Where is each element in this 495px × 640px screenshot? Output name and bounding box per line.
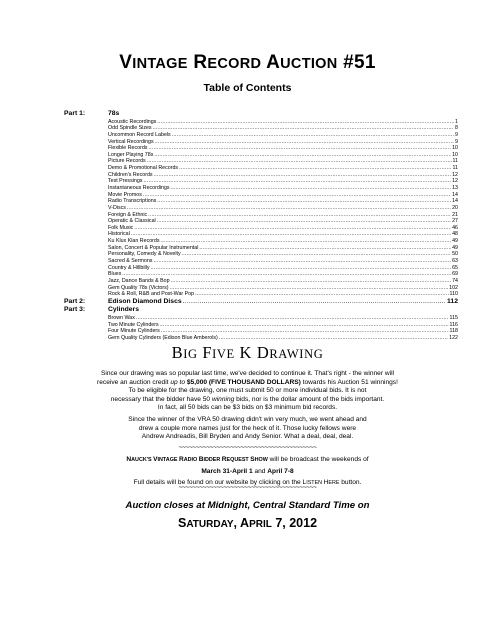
table-of-contents [64, 110, 458, 342]
toc-entry-title: Brown Wax [108, 315, 135, 322]
toc-entry-title: Gem Quality Cylinders (Edison Blue Amberols) [108, 335, 218, 341]
toc-page-number: 13 [452, 185, 458, 191]
toc-entry-title: Salon, Concert & Popular Instrumental [108, 244, 199, 251]
auction-closes-text: Auction closes at Midnight, Central Standard Time on [125, 500, 370, 511]
toc-entry [64, 225, 458, 232]
previous-winners-paragraph: Since the winner of the VRA 50 drawing didn't win very much, we went ahead and drew a couple more names just for the heck of it. Those lucky fellows were Andrew Andreadis, Bill Bryden and Andy Senior. What a deal, deal, deal. [128, 416, 367, 440]
toc-page-number: 48 [452, 231, 458, 238]
toc-entry [64, 192, 458, 199]
toc-entry [64, 315, 458, 322]
toc-entry [64, 335, 458, 342]
toc-entry-title: Operatic & Classical [108, 218, 156, 225]
toc-entry [64, 278, 458, 285]
toc-entry-title: Odd Spindle Sizes [108, 125, 152, 132]
toc-entry [64, 152, 458, 159]
toc-entry [64, 231, 458, 238]
toc-entry [64, 165, 458, 172]
tilde-separator: ~~~~~~~~~~~~~~~~~~~~~~~~~~~~~~~~~~~~~~~~ [178, 444, 317, 451]
leader-dots [219, 335, 448, 342]
toc-page-number: 10 [452, 151, 458, 158]
toc-entry-title: Radio Transcriptions [108, 198, 157, 205]
toc-entry-title: V-Discs [108, 204, 126, 211]
toc-entry [64, 291, 458, 298]
toc-entry [64, 238, 458, 245]
toc-page-number: 9 [455, 131, 458, 138]
toc-page-number: 14 [452, 198, 458, 205]
listen-here-link[interactable]: LISTEN HERE [302, 479, 340, 486]
toc-entry [64, 125, 458, 132]
drawing-rules-paragraph: Since our drawing was so popular last time, we've decided to continue it. That's right - the winner will receive an auction credit up to $5,000 (FIVE THOUSAND DOLLARS) towards his Auction 51 winnings! To be eligible for the drawing, one must submit 50 or more individual bids. It is not necessary that the bidder have 50 winning bids, nor is the dollar amount of the bids important. In fact, all 50 bids can be $3 bids on $3 minimum bid records. [97, 370, 398, 411]
toc-entry [64, 322, 458, 329]
auction-close-date: SATURDAY, APRIL 7, 2012 [177, 516, 318, 530]
toc-page-number: 10 [452, 145, 458, 152]
toc-entry [64, 328, 458, 335]
toc-entry [64, 139, 458, 146]
toc-entry [64, 218, 458, 225]
toc-page-number: 12 [452, 171, 458, 178]
toc-entry-title: Vertical Recordings [108, 138, 154, 145]
toc-entry-title: Instantaneous Recordings [108, 185, 170, 191]
toc-entry [64, 205, 458, 212]
toc-entry [64, 158, 458, 165]
toc-heading: Table of Contents [203, 82, 292, 94]
radio-show-paragraph: NAUCK'S VINTAGE RADIO BIDDER REQUEST SHOW will be broadcast the weekends of March 31-April 1 and April 7-8 Full details will be found on our website by clicking on the LISTEN HERE button. [126, 456, 369, 486]
toc-entry [64, 145, 458, 152]
toc-entry-title: Flexible Records [108, 145, 148, 152]
toc-page-number: 12 [452, 178, 458, 185]
toc-entry [64, 271, 458, 278]
toc-entry [64, 258, 458, 265]
toc-entry-title: Sacred & Sermons [108, 258, 153, 265]
toc-page-number: 9 [455, 138, 458, 145]
part-1-entries [64, 119, 458, 298]
part-label: Part 2: [64, 297, 86, 305]
toc-entry-title: Ku Klux Klan Records [108, 238, 160, 245]
toc-entry-title: Longer Playing 78s [108, 151, 154, 158]
toc-page-number: 1 [455, 118, 458, 125]
part-title: Edison Diamond Discs [108, 297, 182, 305]
toc-entry [64, 251, 458, 258]
part-title: 78s [108, 110, 120, 117]
toc-entry [64, 212, 458, 219]
toc-part-1 [64, 110, 458, 119]
toc-page-number: 65 [452, 264, 458, 271]
toc-entry-title: Country & Hillbilly [108, 264, 150, 271]
toc-entry-title: Four Minute Cylinders [108, 328, 160, 335]
page-title: VINTAGE RECORD AUCTION #51 [119, 52, 376, 73]
toc-page-number: 50 [452, 251, 458, 258]
toc-page-number: 11 [452, 158, 458, 165]
toc-part-3 [64, 306, 458, 315]
toc-entry-title: Folk Music [108, 224, 134, 231]
toc-page-number: 46 [452, 224, 458, 231]
toc-entry-title: Historical [108, 231, 130, 238]
toc-page-number: 27 [452, 218, 458, 225]
toc-page-number: 118 [449, 328, 458, 335]
toc-page-number: 110 [449, 291, 458, 298]
toc-entry [64, 285, 458, 292]
tilde-separator: ~~~~~~~~~~~~~~~~~~~~~~~~~~~~~~~~~~~~~~~~ [178, 484, 317, 491]
toc-page-number: 20 [452, 204, 458, 211]
toc-entry-title: Children's Records [108, 171, 153, 178]
toc-page-number: 8 [455, 125, 458, 132]
toc-page-number: 14 [452, 191, 458, 198]
toc-entry-title: Gem Quality 78s (Victors) [108, 284, 169, 291]
toc-entry-title: Blues [108, 271, 122, 278]
toc-entry [64, 198, 458, 205]
toc-page-number: 63 [452, 258, 458, 265]
toc-entry [64, 132, 458, 139]
drawing-title: BIG FIVE K DRAWING [171, 343, 324, 362]
toc-entry-title: Two Minute Cylinders [108, 321, 159, 328]
toc-entry-title: Test Pressings [108, 178, 143, 185]
toc-page-number: 122 [449, 335, 458, 341]
toc-entry-title: Acoustic Recordings [108, 118, 157, 125]
toc-part-2 [64, 298, 458, 307]
leader-dots [183, 298, 446, 307]
toc-entry-title: Foreign & Ethnic [108, 211, 148, 218]
toc-entry-title: Picture Records [108, 158, 146, 165]
toc-entry-title: Movie Promos [108, 191, 142, 198]
toc-entry [64, 245, 458, 252]
toc-entry [64, 178, 458, 185]
part-3-entries [64, 315, 458, 342]
toc-page-number: 102 [449, 284, 458, 291]
toc-entry-title: Personality, Comedy & Novelty [108, 251, 181, 258]
toc-entry [64, 265, 458, 272]
toc-entry [64, 119, 458, 126]
part-label: Part 3: [64, 306, 86, 314]
toc-page-number: 69 [452, 271, 458, 278]
toc-entry-title: Rock & Roll, R&B and Post-War Pop [108, 291, 195, 298]
toc-page-number: 112 [447, 297, 458, 305]
toc-entry-title: Uncommon Record Labels [108, 131, 171, 138]
toc-page-number: 115 [449, 315, 458, 322]
toc-entry [64, 172, 458, 179]
toc-page-number: 49 [452, 244, 458, 251]
toc-page-number: 116 [449, 321, 458, 328]
part-title: Cylinders [108, 306, 139, 314]
toc-entry-title: Jazz, Dance Bands & Bop [108, 277, 170, 284]
toc-page-number: 21 [452, 211, 458, 218]
toc-page-number: 49 [452, 238, 458, 245]
toc-entry-title: Demo & Promotional Records [108, 165, 179, 172]
part-label: Part 1: [64, 110, 86, 117]
toc-entry [64, 185, 458, 192]
toc-page-number: 74 [452, 277, 458, 284]
toc-page-number: 11 [452, 165, 458, 172]
